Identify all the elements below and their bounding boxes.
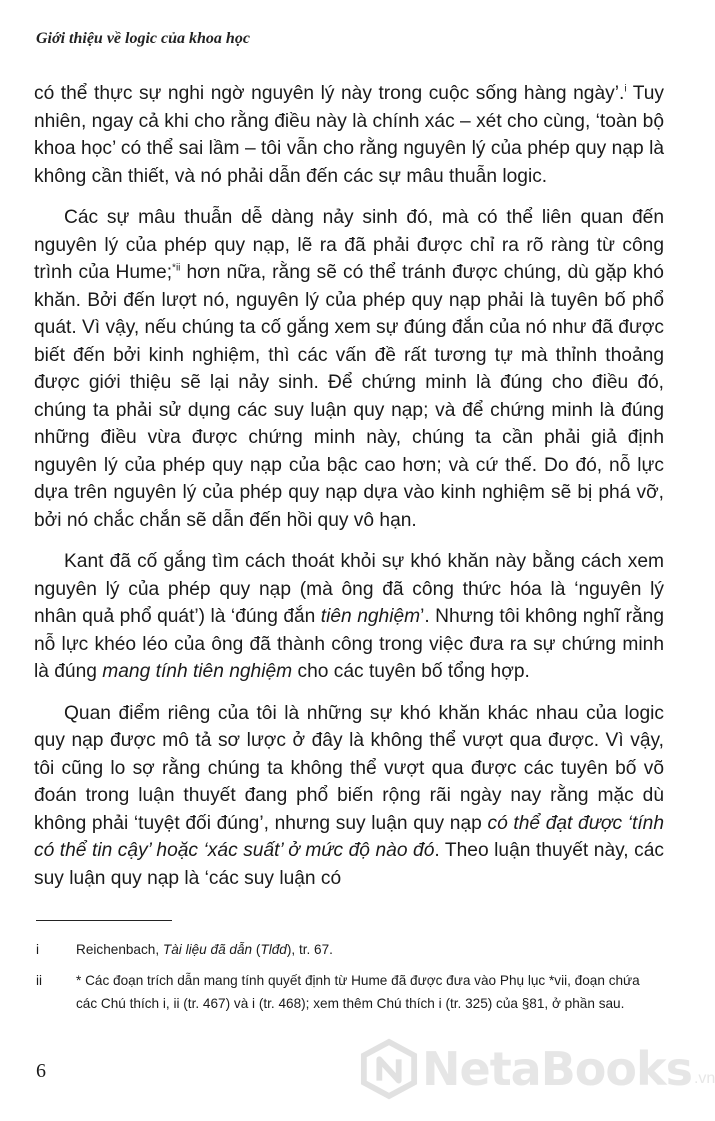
footnote-ii: [36, 969, 661, 1015]
paragraph-4-text-a: Quan điểm riêng của tôi là những sự khó khăn khác nhau của logic quy nạp được mô tả sơ lược ở đây là không thể vượt qua được. Vì vậy, tôi cũng lo sợ rằng chúng ta không thể vượt qua được các tuyên bố võ đoán trong luận thuyết đang phổ biến rộng rãi ngày nay rằng mặc dù không phải ‘tuyệt đối đúng’, nhưng suy luận quy nạp: [34, 702, 664, 834]
footnote-ref-ii[interactable]: *ii: [172, 262, 181, 274]
paragraph-2-text-b: hơn nữa, rằng sẽ có thể tránh được chúng, dù gặp khó khăn. Bởi đến lượt nó, nguyên lý của phép quy nạp phải là tuyên bố phổ quát. Vì vậy, nếu chúng ta cố gắng xem sự đúng đắn của nó như đã được biết đến bởi kinh nghiệm, thì các vấn đề rất tương tự mà thỉnh thoảng được giới thiệu sẽ lại nảy sinh. Để chứng minh là đúng cho điều đó, chúng ta phải sử dụng các suy luận quy nạp; và để chứng minh là đúng những điều vừa được chứng minh này, chúng ta cần phải giả định nguyên lý của phép quy nạp của bậc cao hơn; và cứ thế. Do đó, nỗ lực dựa trên nguyên lý của phép quy nạp dựa vào kinh nghiệm sẽ bị phá vỡ, bởi nó chắc chắn sẽ dẫn đến hồi quy vô hạn.: [34, 262, 664, 531]
footnote-text: [76, 938, 661, 961]
paragraph-1-text-a: có thể thực sự nghi ngờ nguyên lý này trong cuộc sống hàng ngày’.: [34, 83, 625, 104]
paragraph-2: [34, 204, 664, 534]
footnote-i: [36, 938, 661, 961]
paragraph-1: [34, 80, 664, 190]
footnote-i-italic-2: Tlđd: [260, 942, 287, 957]
main-text: [34, 80, 664, 906]
paragraph-3-text-c: cho các tuyên bố tổng hợp.: [292, 661, 530, 682]
footnote-mark: ii: [36, 973, 43, 988]
running-title: Giới thiệu về logic của khoa học: [36, 30, 250, 47]
watermark-suffix: .vn: [693, 1070, 715, 1087]
paragraph-4-italic: có thể đạt được ‘tính có thể tin cậy’ hoặc ‘xác suất’ ở mức độ nào đó: [34, 812, 664, 861]
footnote-ref-i[interactable]: i: [624, 83, 627, 95]
paragraph-4: [34, 700, 664, 893]
paragraph-1-text-b: Tuy nhiên, ngay cả khi cho rằng điều này là chính xác – xét cho cùng, ‘toàn bộ khoa học’ có thể sai lầm – tôi vẫn cho rằng nguyên lý của phép quy nạp là không cần thiết, và nó phải dẫn đến các sự mâu thuẫn logic.: [34, 83, 664, 187]
footnote-text: * Các đoạn trích dẫn mang tính quyết định từ Hume đã được đưa vào Phụ lục *vii, đoạn chứa các Chú thích i, ii (tr. 467) và i (tr. 468); xem thêm Chú thích i (tr. 325) của §81, ở phần sau.: [76, 973, 640, 1011]
paragraph-3-italic-1: tiên nghiệm: [320, 606, 421, 627]
watermark: [360, 1040, 715, 1098]
paragraph-3-text-a: Kant đã cố gắng tìm cách thoát khỏi sự khó khăn này bằng cách xem nguyên lý của phép quy nạp (mà ông đã công thức hóa là ‘nguyên lý nhân quả phổ quát’) là ‘đúng đắn: [34, 551, 664, 627]
footnote-divider: [36, 920, 172, 921]
footnotes: [36, 938, 661, 1023]
watermark-brand: NetaBooks: [422, 1042, 692, 1096]
paragraph-2-text-a: Các sự mâu thuẫn dễ dàng nảy sinh đó, mà có thể liên quan đến nguyên lý của phép quy nạp, lẽ ra đã phải được chỉ ra rõ ràng từ công trình của Hume;: [34, 207, 664, 283]
paragraph-3: [34, 548, 664, 686]
paragraph-3-text-b: ’. Nhưng tôi không nghĩ rằng nỗ lực khéo léo của ông đã thành công trong việc đưa ra sự chứng minh là đúng: [34, 606, 664, 682]
netabooks-logo-icon: [360, 1040, 418, 1098]
footnote-i-italic-1: Tài liệu đã dẫn: [162, 942, 253, 957]
paragraph-3-italic-2: mang tính tiên nghiệm: [102, 661, 293, 682]
footnote-i-text-a: Reichenbach,: [76, 942, 163, 957]
footnote-i-text-c: ), tr. 67.: [286, 942, 333, 957]
footnote-i-text-b: (: [252, 942, 261, 957]
footnote-mark: i: [36, 942, 40, 957]
paragraph-4-text-b: . Theo luận thuyết này, các suy luận quy nạp là ‘các suy luận có: [34, 840, 665, 889]
page-number: 6: [36, 1060, 46, 1082]
